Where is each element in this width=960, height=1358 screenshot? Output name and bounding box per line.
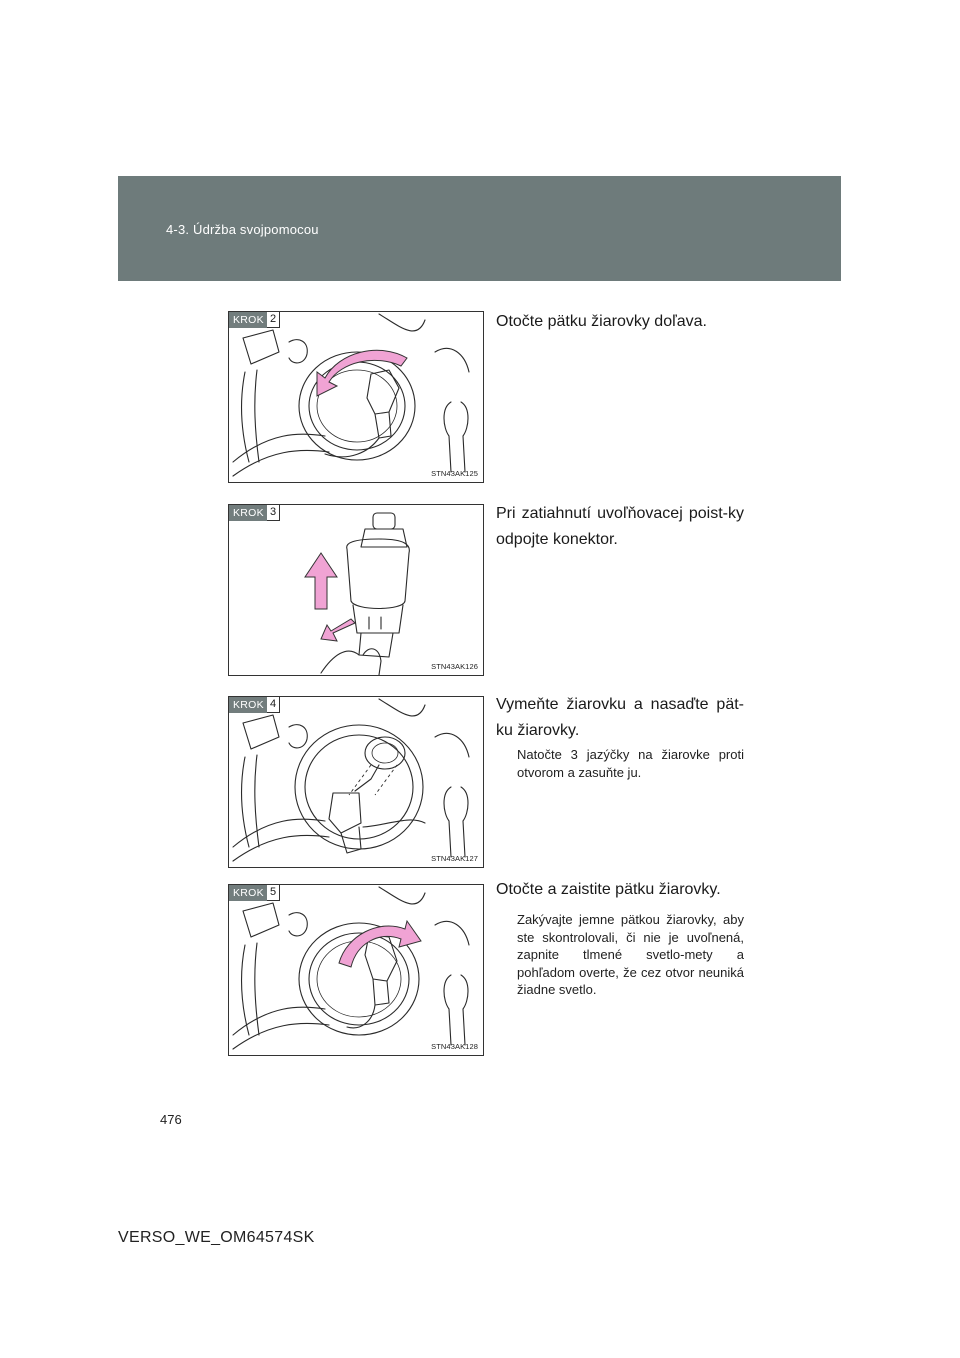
step-badge — [229, 505, 280, 521]
step-badge-number: 2 — [267, 312, 280, 328]
figure-code: STN43AK125 — [431, 469, 478, 478]
step-4-note: Natočte 3 jazýčky na žiarovke proti otvorom a zasuňte ju. — [517, 747, 744, 780]
page-number: 476 — [160, 1112, 182, 1127]
bulb-socket-lock-illustration — [229, 885, 484, 1056]
step-badge — [229, 885, 280, 901]
step-badge-number: 3 — [267, 505, 280, 521]
step-badge-number: 5 — [267, 885, 280, 901]
step-badge-label: KROK — [229, 505, 267, 521]
step-badge — [229, 312, 280, 328]
step-badge — [229, 697, 280, 713]
figure-code: STN43AK126 — [431, 662, 478, 671]
bulb-replace-illustration — [229, 697, 484, 868]
step-4-instruction: Vymeňte žiarovku a nasaďte pät-ku žiarovky. — [496, 696, 744, 739]
section-title: 4-3. Údržba svojpomocou — [166, 222, 319, 237]
figure-code: STN43AK128 — [431, 1042, 478, 1051]
document-code: VERSO_WE_OM64574SK — [118, 1229, 315, 1246]
step-4-figure — [228, 696, 484, 868]
step-badge-label: KROK — [229, 697, 267, 713]
figure-code: STN43AK127 — [431, 854, 478, 863]
step-2-instruction: Otočte pätku žiarovky doľava. — [496, 313, 707, 330]
step-2-figure — [228, 311, 484, 483]
step-badge-label: KROK — [229, 885, 267, 901]
step-3-instruction: Pri zatiahnutí uvoľňovacej poist-ky odpojte konektor. — [496, 505, 744, 548]
connector-unplug-illustration — [229, 505, 484, 676]
step-badge-number: 4 — [267, 697, 280, 713]
step-3-figure — [228, 504, 484, 676]
bulb-socket-rotate-left-illustration — [229, 312, 484, 483]
step-5-note: Zakývajte jemne pätkou žiarovky, aby ste skontrolovali, či nie je uvoľnená, zapnite tlmené svetlo-mety a pohľadom overte, že cez otvor neuniká žiadne svetlo. — [517, 912, 744, 997]
step-5-figure — [228, 884, 484, 1056]
step-badge-label: KROK — [229, 312, 267, 328]
step-5-instruction: Otočte a zaistite pätku žiarovky. — [496, 881, 721, 898]
header-band — [118, 176, 841, 281]
